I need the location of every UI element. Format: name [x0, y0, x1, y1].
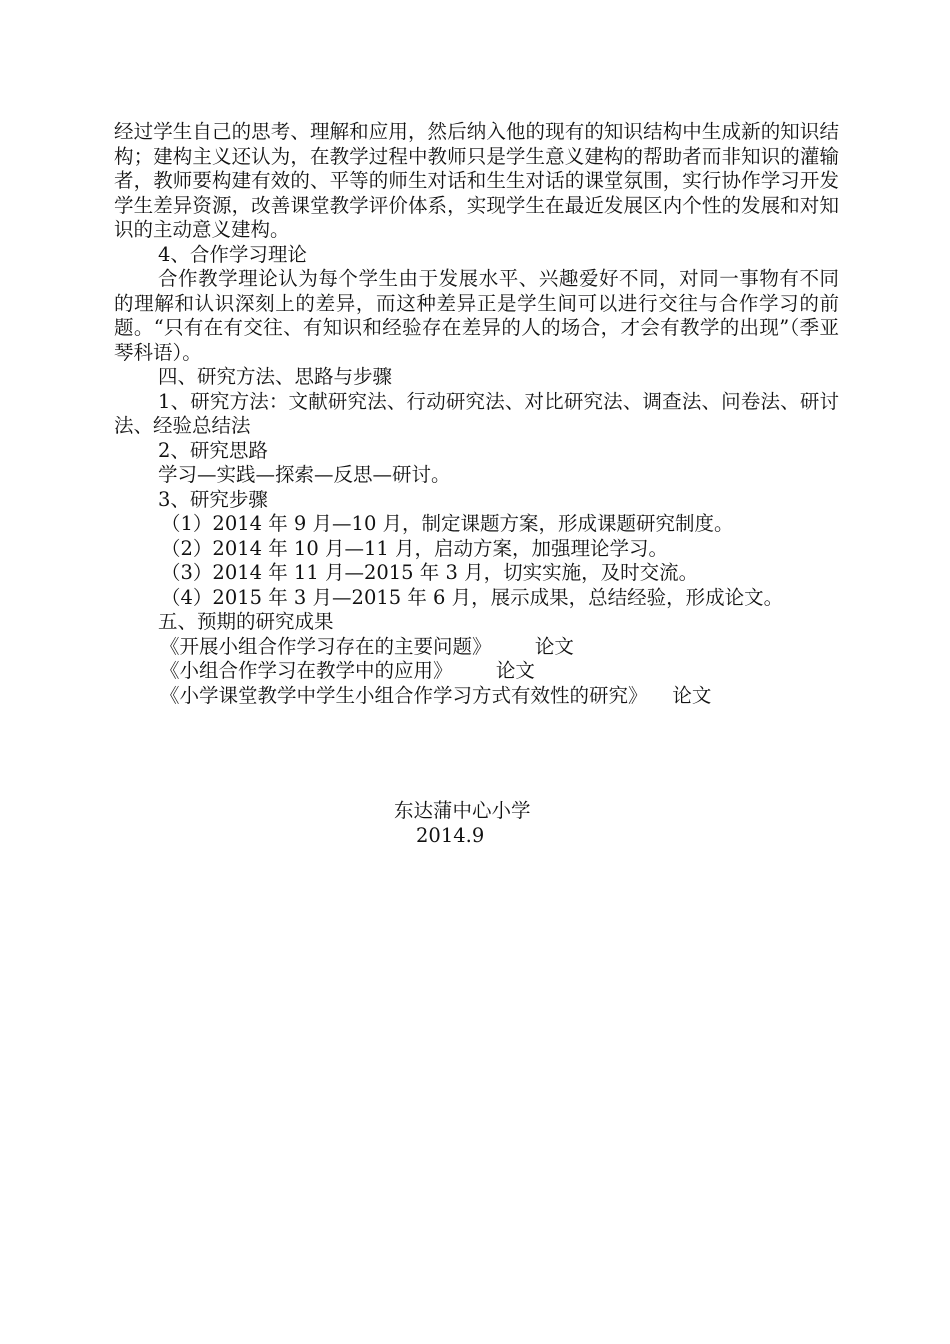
paragraph-constructivism: 经过学生自己的思考、理解和应用，然后纳入他的现有的知识结构中生成新的知识结构；建构主义还认为，在教学过程中教师只是学生意义建构的帮助者而非知识的灌输者，教师要构建有效的、平等的师生对话和生生对话的课堂氛围，实行协作学习开发学生差异资源，改善课堂教学评价体系，实现学生在最近发展区内个性的发展和对知识的主动意义建构。 — [114, 120, 839, 241]
outcome-item — [114, 635, 839, 660]
heading-research-steps: 3、研究步骤 — [158, 487, 268, 511]
outcome-type: 论文 — [534, 634, 574, 658]
research-step: （3）2014 年 11 月—2015 年 3 月，切实实施，及时交流。 — [161, 561, 699, 584]
outcome-type: 论文 — [672, 683, 712, 707]
research-step: （4）2015 年 3 月—2015 年 6 月，展示成果，总结经验，形成论文。 — [161, 585, 784, 609]
outcome-title: 《小学课堂教学中学生小组合作学习方式有效性的研究》 — [160, 683, 648, 707]
outcome-title: 《小组合作学习在教学中的应用》 — [160, 659, 453, 682]
outcome-title: 《开展小组合作学习存在的主要问题》 — [160, 634, 492, 658]
document-body — [114, 120, 839, 708]
outcome-type: 论文 — [495, 659, 535, 682]
paragraph-cooperative-theory: 合作教学理论认为每个学生由于发展水平、兴趣爱好不同，对同一事物有不同的理解和认识深刻上的差异，而这种差异正是学生间可以进行交往与合作学习的前题。“只有在有交往、有知识和经验存在差异的人的场合，才会有教学的出现”（季亚琴科语）。 — [114, 267, 839, 364]
heading-research-approach: 2、研究思路 — [158, 438, 268, 462]
heading-cooperative-learning-theory: 4、合作学习理论 — [158, 242, 307, 266]
school-name: 东达蒲中心小学 — [394, 799, 531, 822]
research-step: （1）2014 年 9 月—10 月，制定课题方案，形成课题研究制度。 — [161, 512, 734, 535]
paragraph-research-methods: 1、研究方法：文献研究法、行动研究法、对比研究法、调查法、问卷法、研讨法、经验总结法 — [114, 389, 839, 437]
research-step: （2）2014 年 10 月—11 月，启动方案，加强理论学习。 — [161, 536, 668, 560]
outcome-item — [114, 684, 839, 709]
paragraph-research-approach: 学习—实践—探索—反思—研讨。 — [158, 463, 451, 486]
outcome-item — [114, 659, 839, 684]
section-heading-outcomes: 五、预期的研究成果 — [158, 610, 334, 633]
signature-date: 2014.9 — [416, 824, 485, 847]
section-heading-methods: 四、研究方法、思路与步骤 — [158, 365, 393, 388]
